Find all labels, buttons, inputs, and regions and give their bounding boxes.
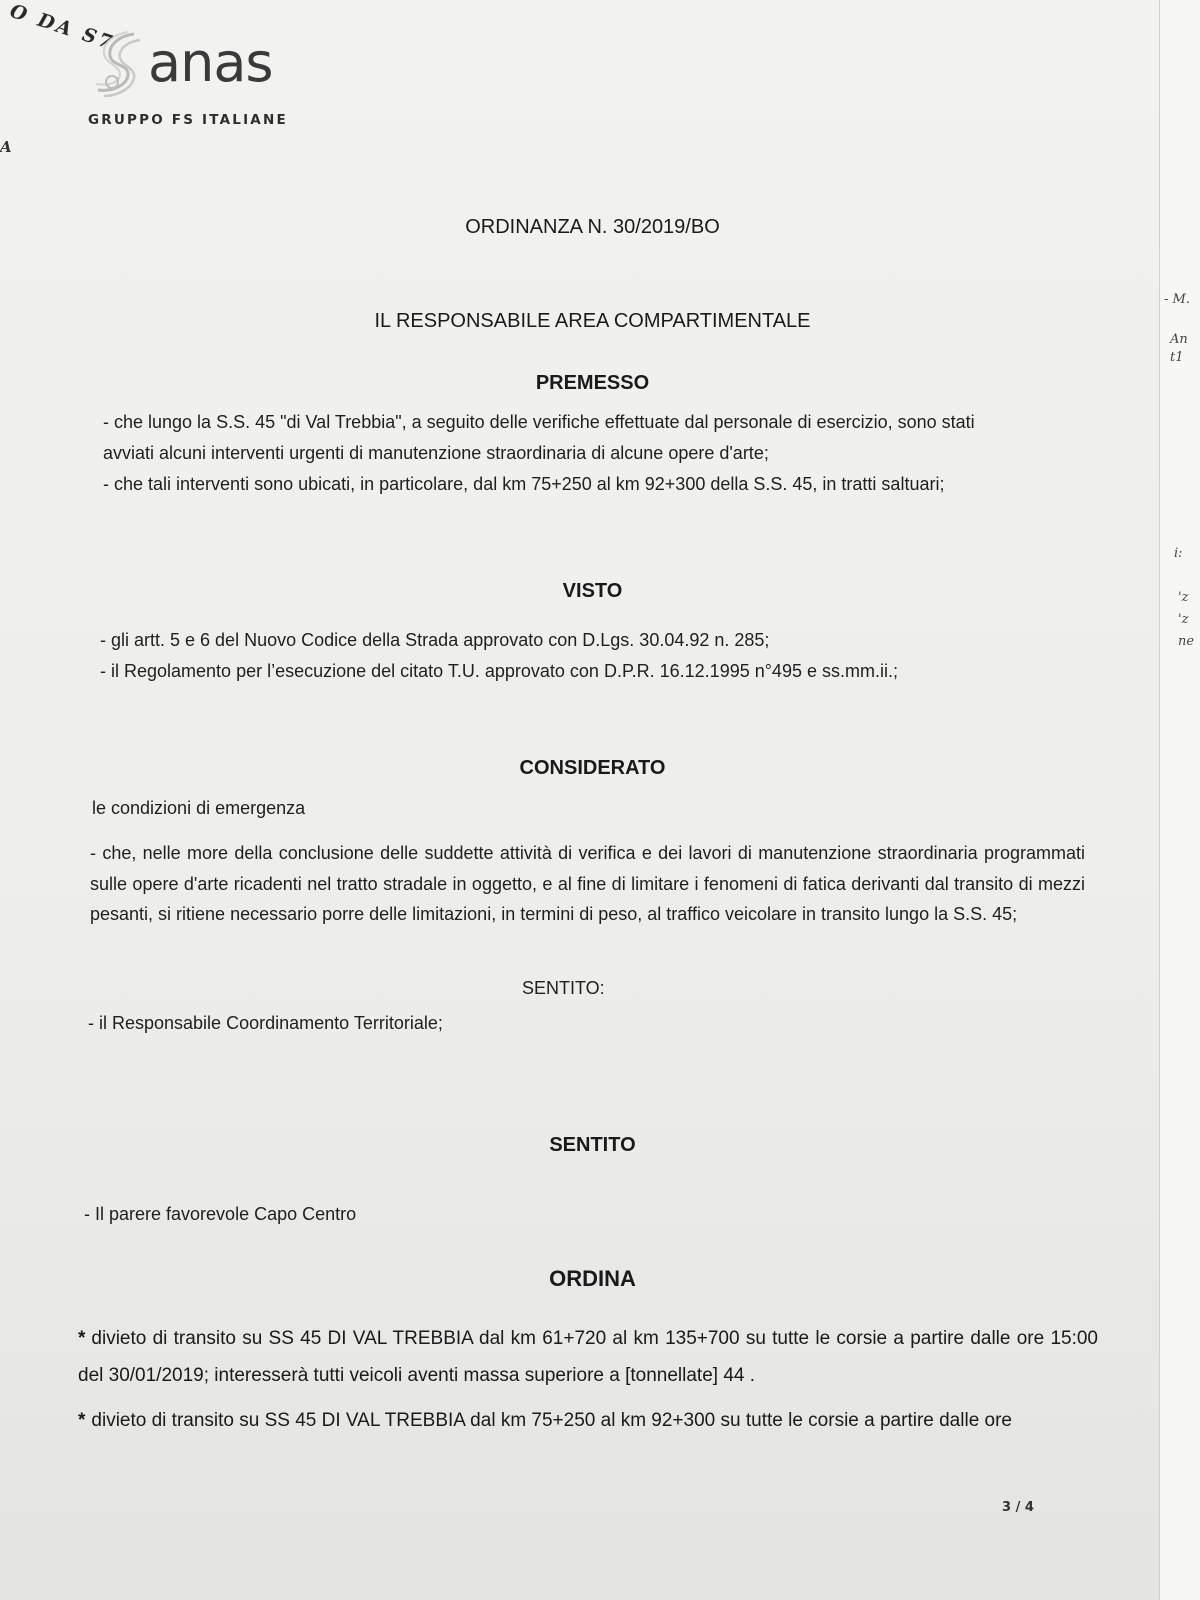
margin-fragment: 'z [1178, 590, 1189, 605]
sentito-item: - il Responsabile Coordinamento Territoriale; [88, 1013, 443, 1033]
margin-fragment: - M. [1164, 292, 1190, 307]
visto-line: - il Regolamento per l’esecuzione del citato T.U. approvato con D.P.R. 16.12.1995 n°495 e ss.mm.ii.; [100, 661, 898, 681]
underlying-page-edge [1159, 0, 1200, 1600]
margin-fragment: i: [1174, 546, 1183, 561]
ordinance-title: ORDINANZA N. 30/2019/BO [465, 216, 720, 238]
bullet-star-icon: * [78, 1410, 86, 1431]
sentito-heading: SENTITO [549, 1134, 636, 1156]
visto-line: - gli artt. 5 e 6 del Nuovo Codice della Strada approvato con D.Lgs. 30.04.92 n. 285; [100, 630, 770, 650]
premesso-heading: PREMESSO [535, 372, 650, 394]
visto-heading: VISTO [562, 580, 623, 602]
margin-fragment: ne [1178, 634, 1195, 649]
page-number: 3 / 4 [1002, 1500, 1034, 1515]
stamp-text: O DA S7 [7, 0, 118, 55]
stamp-fragment: A [0, 138, 12, 156]
order-item-text: divieto di transito su SS 45 DI VAL TREBBIA dal km 61+720 al km 135+700 su tutte le corsie a partire dalle ore 15:00 del 30/01/2019; interesserà tutti veicoli aventi massa superiore a [tonnellate] 44 . [78, 1328, 1098, 1386]
bullet-star-icon: * [78, 1328, 86, 1349]
premesso-line: - che tali interventi sono ubicati, in particolare, dal km 75+250 al km 92+300 della S.S. 45, in tratti saltuari; [103, 474, 945, 494]
premesso-line: - che lungo la S.S. 45 "di Val Trebbia", a seguito delle verifiche effettuate dal personale di esercizio, sono stati [103, 412, 975, 432]
logo-subtitle: GRUPPO FS ITALIANE [88, 112, 288, 128]
sentito-label: SENTITO: [522, 978, 605, 998]
considerato-intro: le condizioni di emergenza [92, 798, 306, 818]
order-item [78, 1402, 1098, 1439]
order-item [78, 1320, 1098, 1394]
sentito-parere: - Il parere favorevole Capo Centro [84, 1204, 357, 1224]
ordina-heading: ORDINA [549, 1266, 636, 1291]
considerato-heading: CONSIDERATO [519, 757, 666, 779]
order-item-text: divieto di transito su SS 45 DI VAL TREBBIA dal km 75+250 al km 92+300 su tutte le corsie a partire dalle ore [91, 1410, 1012, 1431]
premesso-line: avviati alcuni interventi urgenti di manutenzione straordinaria di alcune opere d'arte; [103, 443, 769, 463]
margin-fragment: t1 [1170, 350, 1184, 365]
considerato-paragraph: - che, nelle more della conclusione delle suddette attività di verifica e dei lavori di manutenzione straordinaria programmati sulle opere d'arte ricadenti nel tratto stradale in oggetto, e al fine di limitare i fenomeni di fatica derivanti dal transito di mezzi pesanti, si ritiene necessario porre delle limitazioni, in termini di peso, al traffico veicolare in transito lungo la S.S. 45; [90, 843, 1085, 924]
logo-word: anas [148, 31, 273, 94]
margin-fragment: 'z [1178, 612, 1189, 627]
authority-heading: IL RESPONSABILE AREA COMPARTIMENTALE [374, 310, 811, 332]
anas-swirl-logo-icon [90, 30, 146, 102]
margin-fragment: An [1170, 332, 1188, 347]
